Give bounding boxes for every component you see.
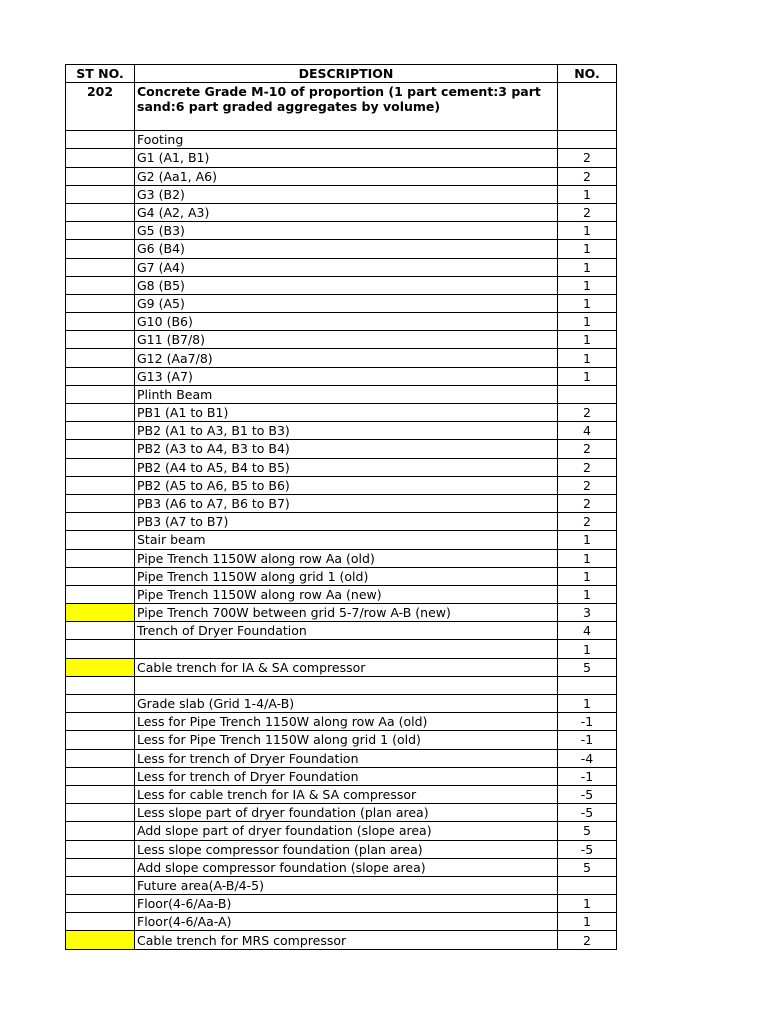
description-cell[interactable]: G8 (B5)	[135, 276, 558, 294]
description-cell[interactable]: G2 (Aa1, A6)	[135, 167, 558, 185]
count-cell[interactable]: 1	[558, 258, 617, 276]
description-cell[interactable]: G9 (A5)	[135, 294, 558, 312]
count-cell[interactable]	[558, 676, 617, 694]
description-cell[interactable]: Floor(4-6/Aa-A)	[135, 913, 558, 931]
table-row	[66, 331, 617, 349]
count-cell[interactable]	[558, 876, 617, 894]
table-row	[66, 185, 617, 203]
table-row	[66, 913, 617, 931]
table-row	[66, 167, 617, 185]
count-cell[interactable]: 1	[558, 895, 617, 913]
st-no-cell[interactable]	[66, 695, 135, 713]
description-cell[interactable]: PB2 (A1 to A3, B1 to B3)	[135, 422, 558, 440]
table-row	[66, 822, 617, 840]
st-no-cell[interactable]	[66, 367, 135, 385]
header-st-no[interactable]: ST NO.	[66, 65, 135, 83]
table-row	[66, 895, 617, 913]
st-no-cell[interactable]	[66, 349, 135, 367]
description-cell[interactable]: G6 (B4)	[135, 240, 558, 258]
count-cell[interactable]: -5	[558, 785, 617, 803]
st-no-cell[interactable]	[66, 185, 135, 203]
table-row	[66, 367, 617, 385]
st-no-cell[interactable]	[66, 313, 135, 331]
count-cell[interactable]: 1	[558, 276, 617, 294]
description-cell[interactable]: Plinth Beam	[135, 385, 558, 403]
table-row	[66, 585, 617, 603]
count-cell[interactable]: 2	[558, 404, 617, 422]
table-row	[66, 404, 617, 422]
st-no-cell-highlighted[interactable]	[66, 658, 135, 676]
count-cell[interactable]: 1	[558, 240, 617, 258]
item-st-no[interactable]: 202	[66, 83, 135, 131]
table-row	[66, 149, 617, 167]
count-cell[interactable]	[558, 131, 617, 149]
table-row	[66, 840, 617, 858]
description-cell[interactable]: Add slope compressor foundation (slope area)	[135, 858, 558, 876]
count-cell[interactable]: 5	[558, 658, 617, 676]
description-cell[interactable]: PB2 (A5 to A6, B5 to B6)	[135, 476, 558, 494]
count-cell[interactable]: -1	[558, 731, 617, 749]
description-cell[interactable]: PB3 (A6 to A7, B6 to B7)	[135, 494, 558, 512]
description-cell[interactable]: Less for Pipe Trench 1150W along row Aa (old)	[135, 713, 558, 731]
count-cell[interactable]: -4	[558, 749, 617, 767]
table-row	[66, 531, 617, 549]
item-no-cell[interactable]	[558, 83, 617, 131]
count-cell[interactable]: 1	[558, 531, 617, 549]
st-no-cell[interactable]	[66, 767, 135, 785]
st-no-cell[interactable]	[66, 440, 135, 458]
description-cell[interactable]: Less for trench of Dryer Foundation	[135, 749, 558, 767]
table-row	[66, 222, 617, 240]
description-cell[interactable]: G7 (A4)	[135, 258, 558, 276]
table-row	[66, 876, 617, 894]
count-cell[interactable]: 1	[558, 313, 617, 331]
table-row	[66, 604, 617, 622]
table-row	[66, 313, 617, 331]
st-no-cell[interactable]	[66, 895, 135, 913]
st-no-cell[interactable]	[66, 258, 135, 276]
table-row	[66, 858, 617, 876]
description-cell[interactable]: G3 (B2)	[135, 185, 558, 203]
table-row	[66, 349, 617, 367]
st-no-cell[interactable]	[66, 276, 135, 294]
description-cell[interactable]: PB3 (A7 to B7)	[135, 513, 558, 531]
count-cell[interactable]: 3	[558, 604, 617, 622]
table-row	[66, 931, 617, 949]
st-no-cell[interactable]	[66, 222, 135, 240]
description-cell[interactable]	[135, 676, 558, 694]
st-no-cell[interactable]	[66, 785, 135, 803]
item-row	[66, 83, 617, 131]
description-cell[interactable]: Future area(A-B/4-5)	[135, 876, 558, 894]
table-row	[66, 240, 617, 258]
count-cell[interactable]: 2	[558, 494, 617, 512]
st-no-cell[interactable]	[66, 404, 135, 422]
st-no-cell[interactable]	[66, 131, 135, 149]
count-cell[interactable]: 1	[558, 367, 617, 385]
description-cell[interactable]: Footing	[135, 131, 558, 149]
st-no-cell[interactable]	[66, 749, 135, 767]
table-row	[66, 513, 617, 531]
table-row	[66, 749, 617, 767]
description-cell[interactable]: PB2 (A4 to A5, B4 to B5)	[135, 458, 558, 476]
header-description[interactable]: DESCRIPTION	[135, 65, 558, 83]
count-cell[interactable]: 2	[558, 931, 617, 949]
description-cell[interactable]: Grade slab (Grid 1-4/A-B)	[135, 695, 558, 713]
quantity-table	[65, 64, 617, 950]
table-row	[66, 276, 617, 294]
item-description[interactable]: Concrete Grade M-10 of proportion (1 part cement:3 part sand:6 part graded aggregates by volume)	[135, 83, 558, 131]
count-cell[interactable]: 2	[558, 440, 617, 458]
st-no-cell[interactable]	[66, 494, 135, 512]
description-cell[interactable]: Trench of Dryer Foundation	[135, 622, 558, 640]
count-cell[interactable]: 1	[558, 567, 617, 585]
count-cell[interactable]: 4	[558, 422, 617, 440]
st-no-cell[interactable]	[66, 476, 135, 494]
table-row	[66, 622, 617, 640]
count-cell[interactable]: -1	[558, 767, 617, 785]
count-cell[interactable]: -5	[558, 804, 617, 822]
count-cell[interactable]: 2	[558, 149, 617, 167]
st-no-cell[interactable]	[66, 913, 135, 931]
description-cell[interactable]: G5 (B3)	[135, 222, 558, 240]
description-cell[interactable]: Less for Pipe Trench 1150W along grid 1 (old)	[135, 731, 558, 749]
st-no-cell[interactable]	[66, 331, 135, 349]
table-row	[66, 640, 617, 658]
table-row	[66, 676, 617, 694]
count-cell[interactable]: 2	[558, 476, 617, 494]
st-no-cell[interactable]	[66, 513, 135, 531]
header-row	[66, 65, 617, 83]
description-cell[interactable]: Stair beam	[135, 531, 558, 549]
description-cell[interactable]: Less for trench of Dryer Foundation	[135, 767, 558, 785]
description-cell[interactable]: G12 (Aa7/8)	[135, 349, 558, 367]
count-cell[interactable]: 1	[558, 913, 617, 931]
count-cell[interactable]: 1	[558, 222, 617, 240]
st-no-cell[interactable]	[66, 585, 135, 603]
description-cell[interactable]: G4 (A2, A3)	[135, 203, 558, 221]
count-cell[interactable]: 1	[558, 331, 617, 349]
count-cell[interactable]	[558, 385, 617, 403]
st-no-cell[interactable]	[66, 876, 135, 894]
table-row	[66, 422, 617, 440]
table-row	[66, 804, 617, 822]
table-row	[66, 695, 617, 713]
count-cell[interactable]: 2	[558, 513, 617, 531]
description-cell[interactable]: Cable trench for IA & SA compressor	[135, 658, 558, 676]
table-row	[66, 767, 617, 785]
st-no-cell[interactable]	[66, 294, 135, 312]
description-cell[interactable]: G1 (A1, B1)	[135, 149, 558, 167]
description-cell[interactable]: G13 (A7)	[135, 367, 558, 385]
table-row	[66, 549, 617, 567]
table-row	[66, 458, 617, 476]
description-cell[interactable]: G10 (B6)	[135, 313, 558, 331]
st-no-cell[interactable]	[66, 676, 135, 694]
st-no-cell[interactable]	[66, 167, 135, 185]
st-no-cell[interactable]	[66, 822, 135, 840]
count-cell[interactable]: 2	[558, 458, 617, 476]
description-cell[interactable]: Pipe Trench 1150W along row Aa (new)	[135, 585, 558, 603]
table-row	[66, 713, 617, 731]
count-cell[interactable]: 1	[558, 549, 617, 567]
header-no[interactable]: NO.	[558, 65, 617, 83]
description-cell[interactable]: Pipe Trench 1150W along row Aa (old)	[135, 549, 558, 567]
st-no-cell[interactable]	[66, 858, 135, 876]
count-cell[interactable]: 1	[558, 585, 617, 603]
table-row	[66, 258, 617, 276]
st-no-cell-highlighted[interactable]	[66, 604, 135, 622]
table-row	[66, 440, 617, 458]
st-no-cell[interactable]	[66, 731, 135, 749]
count-cell[interactable]: 5	[558, 858, 617, 876]
table-row	[66, 494, 617, 512]
description-cell[interactable]: Add slope part of dryer foundation (slope area)	[135, 822, 558, 840]
st-no-cell[interactable]	[66, 240, 135, 258]
st-no-cell[interactable]	[66, 458, 135, 476]
description-cell[interactable]: Less slope compressor foundation (plan area)	[135, 840, 558, 858]
table-row	[66, 731, 617, 749]
description-cell[interactable]: PB2 (A3 to A4, B3 to B4)	[135, 440, 558, 458]
table-row	[66, 658, 617, 676]
table-row	[66, 476, 617, 494]
count-cell[interactable]: 2	[558, 167, 617, 185]
count-cell[interactable]: 1	[558, 185, 617, 203]
table-row	[66, 785, 617, 803]
count-cell[interactable]: 2	[558, 203, 617, 221]
table-row	[66, 131, 617, 149]
description-cell[interactable]	[135, 640, 558, 658]
st-no-cell[interactable]	[66, 549, 135, 567]
description-cell[interactable]: PB1 (A1 to B1)	[135, 404, 558, 422]
description-cell[interactable]: Cable trench for MRS compressor	[135, 931, 558, 949]
table-row	[66, 567, 617, 585]
description-cell[interactable]: Pipe Trench 1150W along grid 1 (old)	[135, 567, 558, 585]
st-no-cell[interactable]	[66, 567, 135, 585]
st-no-cell[interactable]	[66, 640, 135, 658]
description-cell[interactable]: Pipe Trench 700W between grid 5-7/row A-B (new)	[135, 604, 558, 622]
table-row	[66, 203, 617, 221]
count-cell[interactable]: 1	[558, 349, 617, 367]
count-cell[interactable]: -1	[558, 713, 617, 731]
count-cell[interactable]: -5	[558, 840, 617, 858]
st-no-cell[interactable]	[66, 713, 135, 731]
st-no-cell[interactable]	[66, 422, 135, 440]
table-row	[66, 385, 617, 403]
st-no-cell[interactable]	[66, 531, 135, 549]
count-cell[interactable]: 4	[558, 622, 617, 640]
count-cell[interactable]: 1	[558, 294, 617, 312]
count-cell[interactable]: 1	[558, 640, 617, 658]
count-cell[interactable]: 1	[558, 695, 617, 713]
st-no-cell[interactable]	[66, 149, 135, 167]
description-cell[interactable]: Floor(4-6/Aa-B)	[135, 895, 558, 913]
st-no-cell[interactable]	[66, 804, 135, 822]
st-no-cell[interactable]	[66, 385, 135, 403]
st-no-cell[interactable]	[66, 840, 135, 858]
description-cell[interactable]: Less for cable trench for IA & SA compressor	[135, 785, 558, 803]
description-cell[interactable]: Less slope part of dryer foundation (plan area)	[135, 804, 558, 822]
st-no-cell-highlighted[interactable]	[66, 931, 135, 949]
st-no-cell[interactable]	[66, 622, 135, 640]
table-row	[66, 294, 617, 312]
description-cell[interactable]: G11 (B7/8)	[135, 331, 558, 349]
st-no-cell[interactable]	[66, 203, 135, 221]
count-cell[interactable]: 5	[558, 822, 617, 840]
